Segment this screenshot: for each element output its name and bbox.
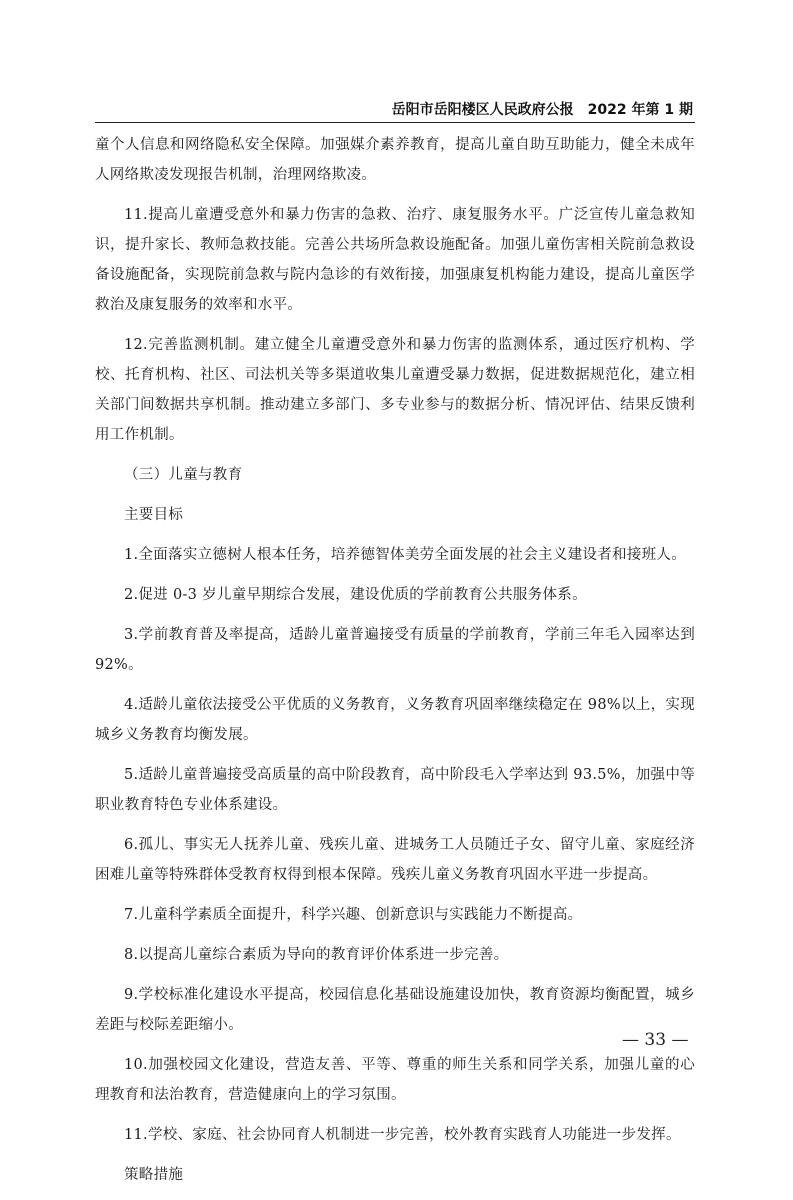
goal-item-4: 4.适龄儿童依法接受公平优质的义务教育，义务教育巩固率继续稳定在 98%以上，实现城乡义务教育均衡发展。 (95, 697, 695, 743)
goal-item-6: 6.孤儿、事实无人抚养儿童、残疾儿童、进城务工人员随迁子女、留守儿童、家庭经济困难儿童等特殊群体受教育权得到根本保障。残疾儿童义务教育巩固水平进一步提高。 (95, 837, 695, 883)
header-title: 岳阳市岳阳楼区人民政府公报 2022 年第 1 期 (391, 102, 693, 118)
page-header (95, 96, 695, 123)
paragraph-measure-11: 11.提高儿童遭受意外和暴力伤害的急救、治疗、康复服务水平。广泛宣传儿童急救知识，提升家长、教师急救技能。完善公共场所急救设施配备。加强儿童伤害相关院前急救设备设施配备，实现院前急救与院内急诊的有效衔接，加强康复机构能力建设，提高儿童医学救治及康复服务的效率和水平。 (95, 207, 695, 313)
section-heading: （三）儿童与教育 (124, 467, 243, 483)
page-number: — 33 — (622, 1030, 689, 1050)
goal-item-2: 2.促进 0-3 岁儿童早期综合发展，建设优质的学前教育公共服务体系。 (124, 587, 587, 603)
goal-item-5: 5.适龄儿童普遍接受高质量的高中阶段教育，高中阶段毛入学率达到 93.5%，加强中等职业教育特色专业体系建设。 (95, 767, 695, 813)
goal-item-1: 1.全面落实立德树人根本任务，培养德智体美劳全面发展的社会主义建设者和接班人。 (124, 547, 687, 563)
paragraph-measure-12: 12.完善监测机制。建立健全儿童遭受意外和暴力伤害的监测体系，通过医疗机构、学校、托育机构、社区、司法机关等多渠道收集儿童遭受暴力数据，促进数据规范化，建立相关部门间数据共享机制。推动建立多部门、多专业参与的数据分析、情况评估、结果反馈利用工作机制。 (95, 337, 695, 443)
goal-item-11: 11.学校、家庭、社会协同育人机制进一步完善，校外教育实践育人功能进一步发挥。 (124, 1127, 681, 1143)
goal-item-10: 10.加强校园文化建设，营造友善、平等、尊重的师生关系和同学关系，加强儿童的心理教育和法治教育，营造健康向上的学习氛围。 (95, 1057, 695, 1103)
paragraph-continuation: 童个人信息和网络隐私安全保障。加强媒介素养教育，提高儿童自助互助能力，健全未成年人网络欺凌发现报告机制，治理网络欺凌。 (95, 137, 695, 183)
subheading-strategies: 策略措施 (124, 1167, 184, 1183)
subheading-main-goals: 主要目标 (124, 507, 184, 523)
goal-item-8: 8.以提高儿童综合素质为导向的教育评价体系进一步完善。 (124, 947, 509, 963)
goal-item-7: 7.儿童科学素质全面提升，科学兴趣、创新意识与实践能力不断提高。 (124, 907, 583, 923)
document-body (95, 130, 695, 1200)
goal-item-3: 3.学前教育普及率提高，适龄儿童普遍接受有质量的学前教育，学前三年毛入园率达到 92%。 (95, 627, 695, 673)
goal-item-9: 9.学校标准化建设水平提高，校园信息化基础设施建设加快，教育资源均衡配置，城乡差距与校际差距缩小。 (95, 987, 695, 1033)
